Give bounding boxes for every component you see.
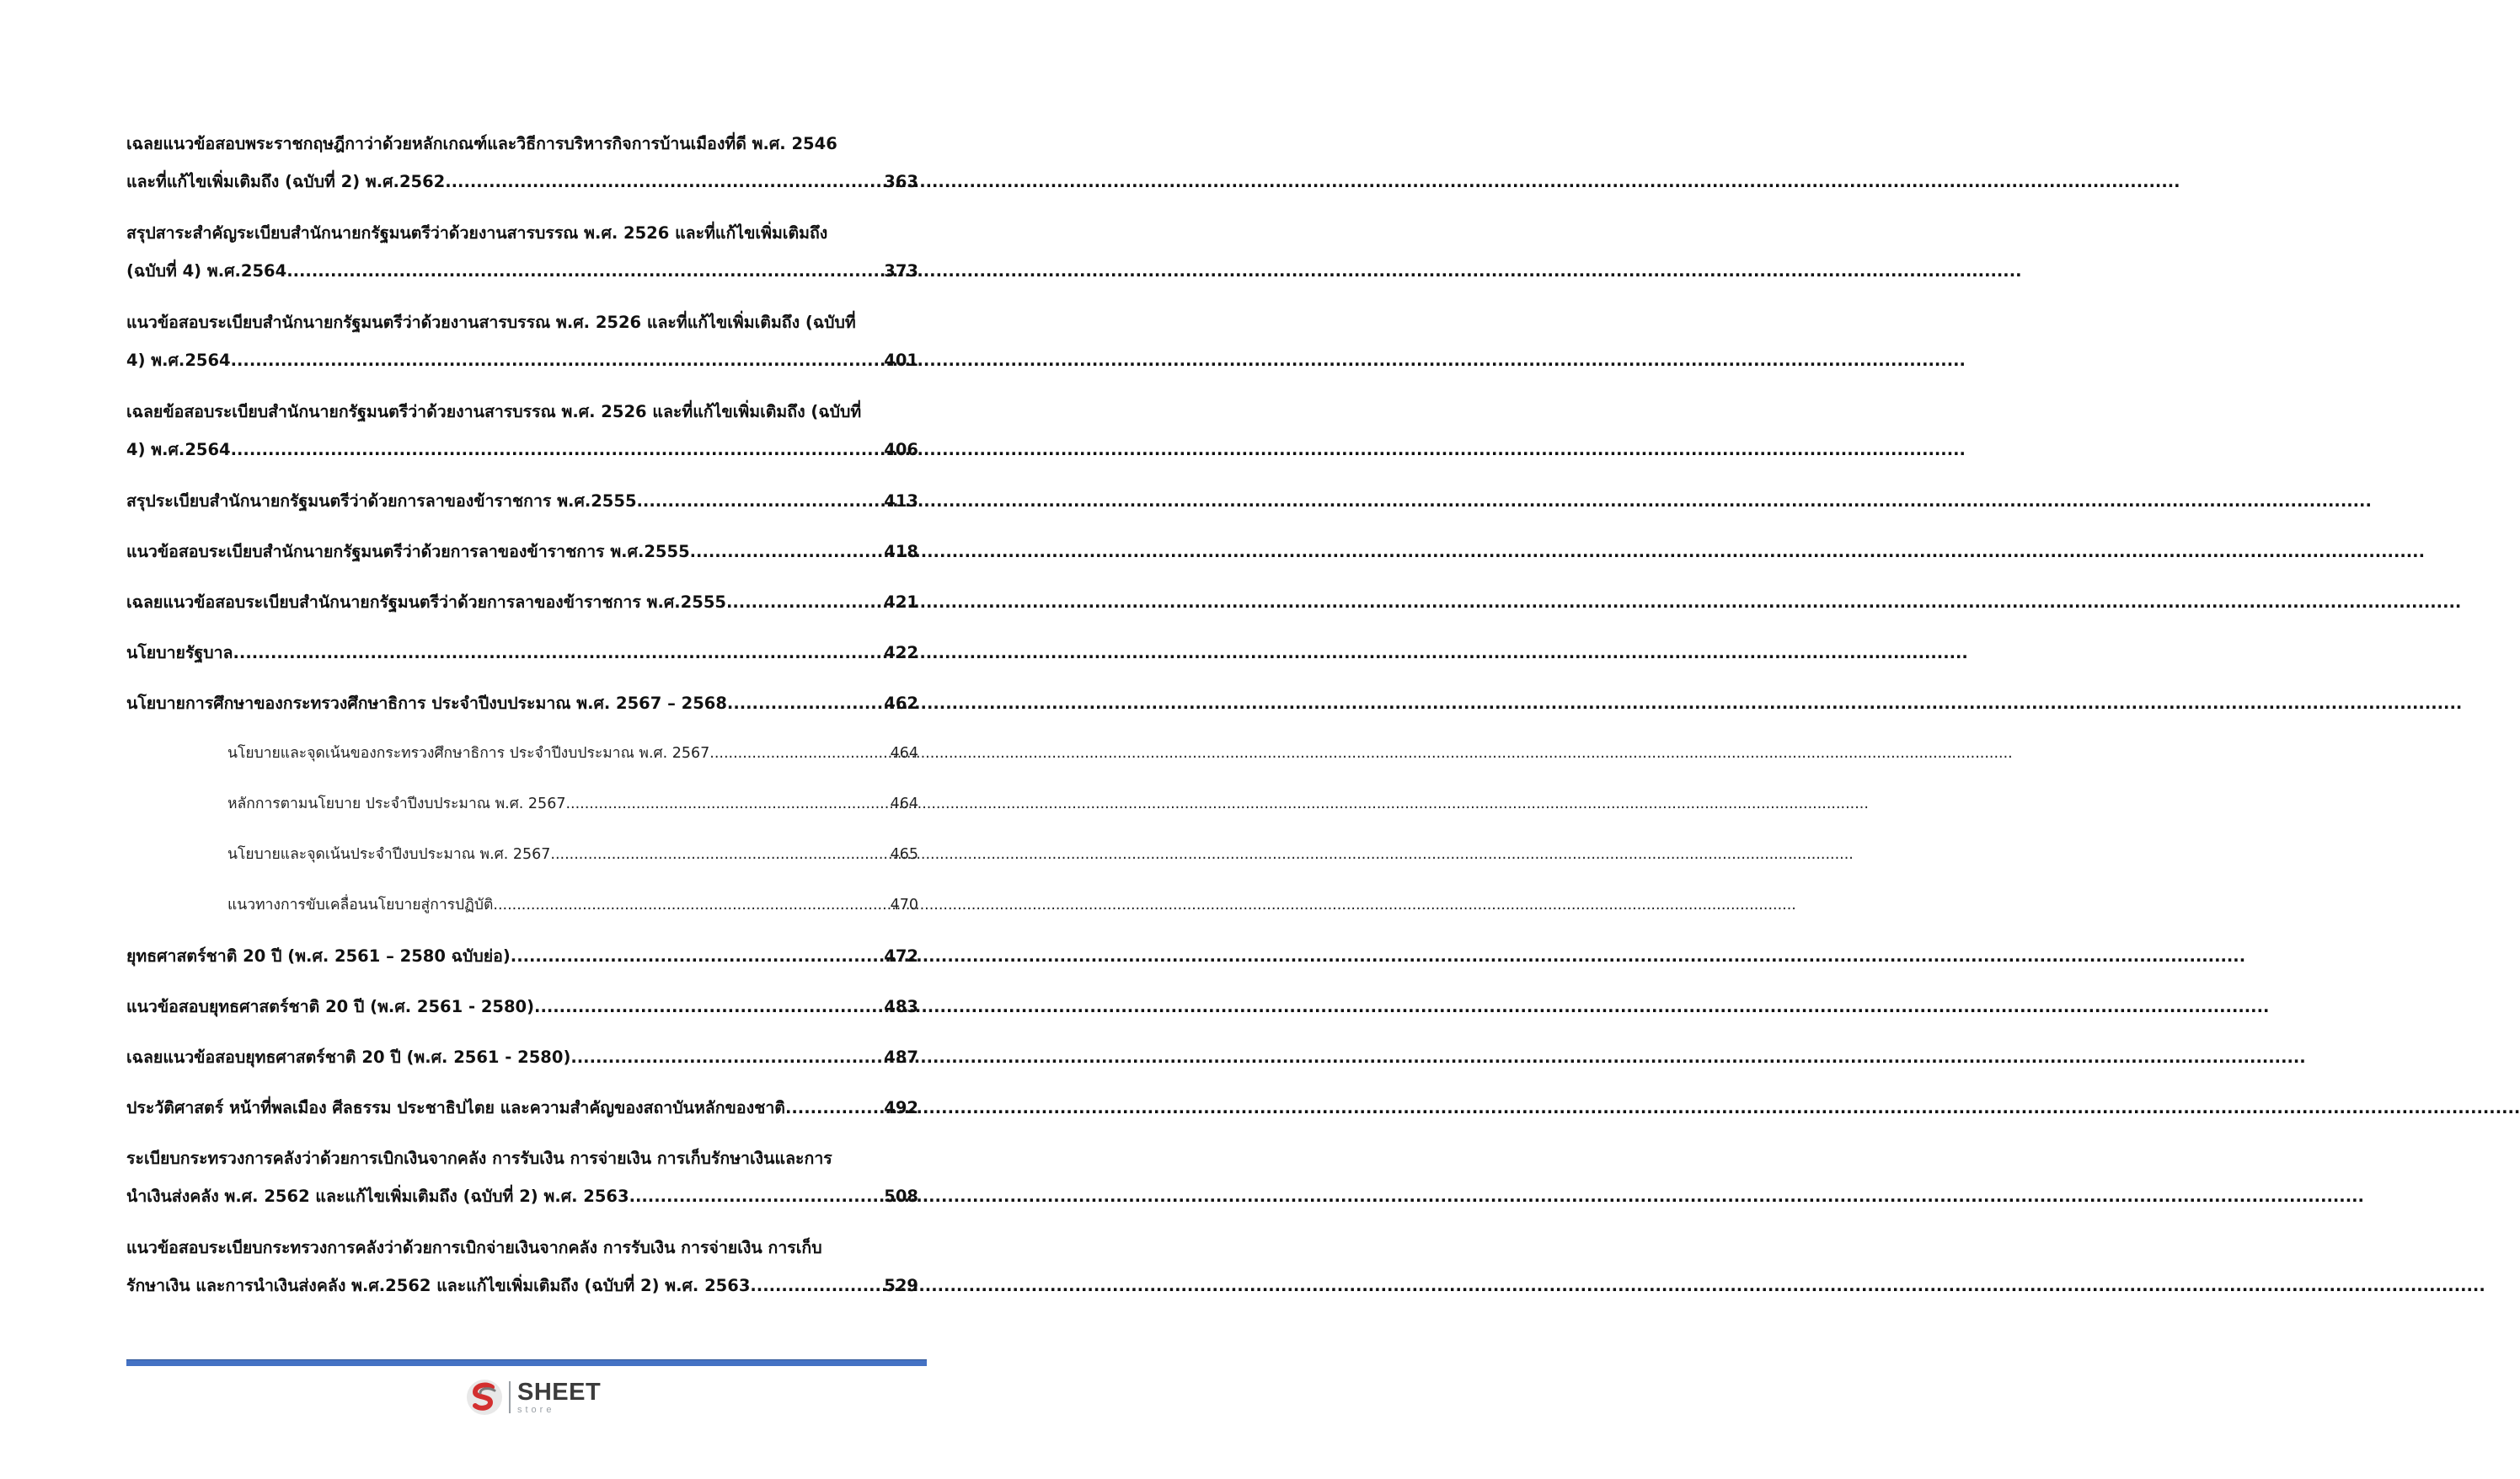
toc-entry-row [126,482,918,520]
toc-entry-title: ยุทธศาสตร์ชาติ 20 ปี (พ.ศ. 2561 – 2580 ฉบับย่อ) [126,946,511,966]
toc-entry-title: นโยบายและจุดเน้นประจำปีงบประมาณ พ.ศ. 2567 [227,846,551,863]
dot-leader [727,684,879,722]
dot-leader [231,431,880,469]
toc-page-number: 472 [884,946,918,966]
toc-entry[interactable] [126,684,918,722]
toc-subentry[interactable] [227,836,918,874]
toc-entry-row [126,1038,918,1076]
toc-entry-title-line: ระเบียบกระทรวงการคลังว่าด้วยการเบิกเงินจากคลัง การรับเงิน การจ่ายเงิน การเก็บรักษาเงินและการ [126,1149,832,1168]
toc-page-number: 464 [890,745,918,762]
toc-entry-row [126,1267,918,1305]
toc-entry-title: นำเงินส่งคลัง พ.ศ. 2562 และแก้ไขเพิ่มเติมถึง (ฉบับที่ 2) พ.ศ. 2563 [126,1187,629,1206]
toc-entry-row [126,684,918,722]
dot-leader [286,252,879,290]
dot-leader [726,583,879,621]
toc-entry-title: เฉลยแนวข้อสอบระเบียบสำนักนายกรัฐมนตรีว่าด้วยการลาของข้าราชการ พ.ศ.2555 [126,592,726,612]
toc-entry-title: แนวทางการขับเคลื่อนนโยบายสู่การปฏิบัติ [227,897,494,914]
toc-page-number: 487 [884,1048,918,1067]
table-of-contents [126,125,918,1318]
toc-entry[interactable] [126,1229,918,1305]
dot-leader [750,1267,879,1305]
toc-entry-title-line: สรุปสาระสำคัญระเบียบสำนักนายกรัฐมนตรีว่าด้วยงานสารบรรณ พ.ศ. 2526 และที่แก้ไขเพิ่มเติมถึง [126,223,828,243]
toc-entry[interactable] [126,393,918,469]
toc-subentry[interactable] [227,887,918,924]
dot-leader [445,163,879,201]
toc-page-number: 470 [890,897,918,914]
toc-page-number: 401 [884,351,918,370]
toc-page-number: 363 [884,172,918,191]
toc-page-number: 418 [884,542,918,561]
footer-rule [126,1359,927,1366]
toc-entry-row [126,533,918,571]
logo-subname: store [517,1404,555,1415]
toc-page-number: 462 [884,694,918,713]
logo-name: SHEET [517,1378,602,1406]
toc-entry[interactable] [126,214,918,290]
toc-page-number: 483 [884,997,918,1016]
dot-leader [629,1177,880,1215]
toc-page-number: 373 [884,261,918,281]
toc-entry-title-line: แนวข้อสอบระเบียบสำนักนายกรัฐมนตรีว่าด้วยงานสารบรรณ พ.ศ. 2526 และที่แก้ไขเพิ่มเติมถึง (ฉบับที่ [126,313,856,332]
toc-entry-title: ประวัติศาสตร์ หน้าที่พลเมือง ศีลธรรม ประชาธิปไตย และความสำคัญของสถาบันหลักของชาติ [126,1098,785,1117]
toc-entry-row [126,988,918,1026]
dot-leader [233,634,880,672]
toc-entry[interactable] [126,1038,918,1076]
dot-leader [231,341,880,379]
toc-entry-title: รักษาเงิน และการนำเงินส่งคลัง พ.ศ.2562 และแก้ไขเพิ่มเติมถึง (ฉบับที่ 2) พ.ศ. 2563 [126,1276,751,1295]
toc-page-number: 492 [884,1098,918,1117]
toc-entry-title: หลักการตามนโยบาย ประจำปีงบประมาณ พ.ศ. 2567 [227,796,566,812]
toc-entry[interactable] [126,634,918,672]
toc-page-number: 406 [884,440,918,459]
dot-leader [785,1089,879,1127]
toc-entry-row [126,252,918,290]
toc-page-number: 413 [884,491,918,511]
toc-entry-title: สรุประเบียบสำนักนายกรัฐมนตรีว่าด้วยการลาของข้าราชการ พ.ศ.2555 [126,491,637,511]
dot-leader [550,836,885,874]
toc-entry-row [227,735,918,773]
dot-leader [570,1038,879,1076]
toc-entry-title: นโยบายและจุดเน้นของกระทรวงศึกษาธิการ ประจำปีงบประมาณ พ.ศ. 2567 [227,745,710,762]
toc-page-number: 508 [884,1187,918,1206]
toc-entry-title: แนวข้อสอบระเบียบสำนักนายกรัฐมนตรีว่าด้วยการลาของข้าราชการ พ.ศ.2555 [126,542,690,561]
toc-entry-title: (ฉบับที่ 4) พ.ศ.2564 [126,261,287,281]
dot-leader [709,735,885,773]
dot-leader [493,887,885,924]
toc-entry[interactable] [126,303,918,379]
toc-entry[interactable] [126,533,918,571]
toc-entry[interactable] [126,125,918,201]
toc-entry-row [227,836,918,874]
toc-page-number: 464 [890,796,918,812]
toc-entry-title: เฉลยแนวข้อสอบยุทธศาสตร์ชาติ 20 ปี (พ.ศ. 2561 - 2580) [126,1048,571,1067]
toc-entry[interactable] [126,988,918,1026]
toc-subentry[interactable] [227,785,918,823]
toc-entry[interactable] [126,482,918,520]
toc-page-number: 465 [890,846,918,863]
toc-entry[interactable] [126,1089,918,1127]
dot-leader [565,785,885,823]
dot-leader [534,988,879,1026]
toc-entry-title: 4) พ.ศ.2564 [126,440,231,459]
dot-leader [511,937,880,975]
toc-entry-title-line: เฉลยข้อสอบระเบียบสำนักนายกรัฐมนตรีว่าด้วยงานสารบรรณ พ.ศ. 2526 และที่แก้ไขเพิ่มเติมถึง (ฉบับที่ [126,402,862,421]
dot-leader [690,533,880,571]
toc-entry[interactable] [126,583,918,621]
toc-entry-title: 4) พ.ศ.2564 [126,351,231,370]
dot-leader [637,482,880,520]
toc-entry-row [126,431,918,469]
toc-entry-row [126,1089,918,1127]
logo-separator [509,1381,511,1413]
toc-entry-title: นโยบายการศึกษาของกระทรวงศึกษาธิการ ประจำปีงบประมาณ พ.ศ. 2567 – 2568 [126,694,727,713]
toc-entry-row [126,937,918,975]
toc-entry-row [227,785,918,823]
toc-entry[interactable] [126,1139,918,1215]
logo-text [517,1380,601,1415]
toc-entry-row [126,163,918,201]
sheet-store-logo [465,1375,617,1419]
sheet-logo-icon [465,1378,504,1417]
toc-entry-row [126,583,918,621]
toc-entry-title: นโยบายรัฐบาล [126,643,233,662]
toc-page-number: 529 [884,1276,918,1295]
toc-entry-title: แนวข้อสอบยุทธศาสตร์ชาติ 20 ปี (พ.ศ. 2561 - 2580) [126,997,535,1016]
toc-subentry[interactable] [227,735,918,773]
toc-entry-title-line: แนวข้อสอบระเบียบกระทรวงการคลังว่าด้วยการเบิกจ่ายเงินจากคลัง การรับเงิน การจ่ายเงิน การเก็บ [126,1238,822,1257]
toc-entry-row [126,341,918,379]
toc-entry[interactable] [126,937,918,975]
toc-page-number: 421 [884,592,918,612]
toc-entry-title-line: เฉลยแนวข้อสอบพระราชกฤษฎีกาว่าด้วยหลักเกณฑ์และวิธีการบริหารกิจการบ้านเมืองที่ดี พ.ศ. 2546 [126,134,837,153]
toc-entry-row [227,887,918,924]
toc-entry-row [126,1177,918,1215]
toc-page-number: 422 [884,643,918,662]
toc-entry-row [126,634,918,672]
toc-entry-title: และที่แก้ไขเพิ่มเติมถึง (ฉบับที่ 2) พ.ศ.2562 [126,172,446,191]
